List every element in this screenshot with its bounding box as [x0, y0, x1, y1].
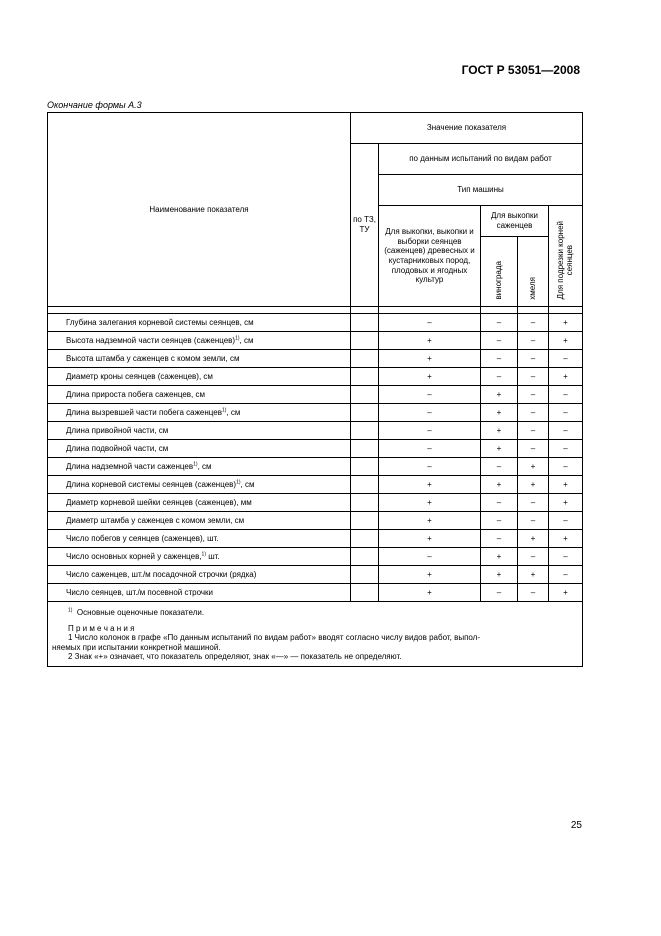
grape-value: –: [481, 494, 518, 512]
hop-value: +: [518, 566, 549, 584]
grape-value: +: [481, 566, 518, 584]
indicator-name: Число основных корней у саженцев,$^{1)}$ шт.: [48, 548, 351, 566]
hop-value: –: [518, 494, 549, 512]
grape-value: –: [481, 512, 518, 530]
header-hop-col: хмеля: [518, 237, 549, 307]
header-saplings-group: Для выкопки саженцев: [481, 206, 549, 237]
notes-block: [48, 602, 583, 667]
root-cut-value: –: [549, 548, 583, 566]
table-caption: Окончание формы А.3: [47, 100, 142, 110]
root-cut-value: –: [549, 440, 583, 458]
tz-value: [351, 530, 379, 548]
tz-value: [351, 350, 379, 368]
tz-value: [351, 458, 379, 476]
indicator-name: Длина подвойной части, см: [48, 440, 351, 458]
grape-value: +: [481, 422, 518, 440]
table-row: [48, 458, 583, 476]
hop-value: –: [518, 512, 549, 530]
grape-value: –: [481, 350, 518, 368]
table-row: [48, 386, 583, 404]
tz-value: [351, 494, 379, 512]
tz-value: [351, 440, 379, 458]
dig-value: –: [379, 440, 481, 458]
header-grape-col: винограда: [481, 237, 518, 307]
root-cut-value: –: [549, 422, 583, 440]
hop-value: –: [518, 584, 549, 602]
dig-value: –: [379, 314, 481, 332]
table-row: [48, 440, 583, 458]
tz-value: [351, 422, 379, 440]
indicator-name: Диаметр штамба у саженцев с комом земли, см: [48, 512, 351, 530]
table-row: [48, 404, 583, 422]
grape-value: –: [481, 530, 518, 548]
indicator-name: Число сеянцев, шт./м посевной строчки: [48, 584, 351, 602]
table-row: [48, 350, 583, 368]
table-row: [48, 494, 583, 512]
indicator-table: [47, 112, 583, 667]
tz-value: [351, 476, 379, 494]
indicator-name: Длина корневой системы сеянцев (саженцев)$^{1)}$, см: [48, 476, 351, 494]
tz-value: [351, 584, 379, 602]
tz-value: [351, 404, 379, 422]
header-tz-col: по ТЗ, ТУ: [351, 144, 379, 307]
indicator-name: Длина привойной части, см: [48, 422, 351, 440]
hop-value: +: [518, 476, 549, 494]
grape-value: –: [481, 368, 518, 386]
root-cut-value: +: [549, 368, 583, 386]
root-cut-value: +: [549, 584, 583, 602]
root-cut-value: –: [549, 350, 583, 368]
dig-value: –: [379, 386, 481, 404]
dig-value: +: [379, 530, 481, 548]
indicator-name: Число саженцев, шт./м посадочной строчки (рядка): [48, 566, 351, 584]
table-row: [48, 368, 583, 386]
dig-value: –: [379, 458, 481, 476]
root-cut-value: +: [549, 530, 583, 548]
hop-value: –: [518, 368, 549, 386]
header-value-group: Значение показателя: [351, 113, 583, 144]
root-cut-value: +: [549, 494, 583, 512]
hop-value: +: [518, 530, 549, 548]
table-body: [48, 314, 583, 602]
note-1-line-1: 1 Число колонок в графе «По данным испытаний по видам работ» вводят согласно числу видов работ, выпол-: [68, 633, 481, 643]
tz-value: [351, 332, 379, 350]
table-row: [48, 314, 583, 332]
root-cut-value: –: [549, 458, 583, 476]
root-cut-value: +: [549, 476, 583, 494]
table-row: [48, 512, 583, 530]
dig-value: +: [379, 368, 481, 386]
dig-value: +: [379, 512, 481, 530]
header-test-group: по данным испытаний по видам работ: [379, 144, 583, 175]
header-machine-type: Тип машины: [379, 175, 583, 206]
table-row: [48, 476, 583, 494]
hop-value: –: [518, 422, 549, 440]
dig-value: –: [379, 404, 481, 422]
table-row: [48, 584, 583, 602]
dig-value: +: [379, 476, 481, 494]
grape-value: +: [481, 476, 518, 494]
grape-value: –: [481, 458, 518, 476]
dig-value: +: [379, 566, 481, 584]
hop-value: –: [518, 350, 549, 368]
indicator-name: Высота надземной части сеянцев (саженцев)$^{1)}$, см: [48, 332, 351, 350]
tz-value: [351, 386, 379, 404]
table-row: [48, 530, 583, 548]
root-cut-value: +: [549, 332, 583, 350]
grape-value: +: [481, 548, 518, 566]
root-cut-value: –: [549, 512, 583, 530]
indicator-name: Длина прироста побега саженцев, см: [48, 386, 351, 404]
hop-value: –: [518, 314, 549, 332]
dig-value: +: [379, 494, 481, 512]
indicator-name: Длина надземной части саженцев$^{1)}$, см: [48, 458, 351, 476]
grape-value: –: [481, 584, 518, 602]
notes-title: П р и м е ч а н и я: [68, 623, 135, 633]
indicator-name: Число побегов у сеянцев (саженцев), шт.: [48, 530, 351, 548]
indicator-name: Высота штамба у саженцев с комом земли, см: [48, 350, 351, 368]
hop-value: +: [518, 458, 549, 476]
grape-value: +: [481, 404, 518, 422]
grape-value: +: [481, 386, 518, 404]
root-cut-value: +: [549, 314, 583, 332]
page-number: 25: [570, 820, 582, 831]
dig-value: +: [379, 332, 481, 350]
note-1-line-2: няемых при испытании конкретной машиной.: [52, 642, 221, 652]
hop-value: –: [518, 386, 549, 404]
indicator-name: Диаметр кроны сеянцев (саженцев), см: [48, 368, 351, 386]
grape-value: +: [481, 440, 518, 458]
hop-value: –: [518, 404, 549, 422]
dig-value: –: [379, 548, 481, 566]
standard-code: ГОСТ Р 53051—2008: [461, 63, 580, 77]
table-row: [48, 422, 583, 440]
root-cut-value: –: [549, 566, 583, 584]
hop-value: –: [518, 440, 549, 458]
dig-value: –: [379, 422, 481, 440]
indicator-name: Длина вызревшей части побега саженцев$^{1)}$, см: [48, 404, 351, 422]
root-cut-value: –: [549, 386, 583, 404]
hop-value: –: [518, 332, 549, 350]
header-dig-col: Для выкопки, выкопки и выборки сеянцев (саженцев) древесных и кустарниковых пород, плодовых и ягодных культур: [379, 206, 481, 307]
indicator-name: Диаметр корневой шейки сеянцев (саженцев), мм: [48, 494, 351, 512]
table-row: [48, 548, 583, 566]
dig-value: +: [379, 584, 481, 602]
root-cut-value: –: [549, 404, 583, 422]
tz-value: [351, 566, 379, 584]
grape-value: –: [481, 332, 518, 350]
dig-value: +: [379, 350, 481, 368]
indicator-name: Глубина залегания корневой системы сеянцев, см: [48, 314, 351, 332]
table-row: [48, 566, 583, 584]
grape-value: –: [481, 314, 518, 332]
tz-value: [351, 314, 379, 332]
footnote: $^{1)}$ Основные оценочные показатели.: [68, 607, 205, 617]
hop-value: –: [518, 548, 549, 566]
header-root-cut-col: Для подрезки корней сеянцев: [549, 206, 583, 307]
note-2: 2 Знак «+» означает, что показатель определяют, знак «—» — показатель не определяют.: [68, 652, 402, 662]
header-name-col: Наименование показателя: [48, 113, 351, 307]
tz-value: [351, 512, 379, 530]
table-row: [48, 332, 583, 350]
tz-value: [351, 548, 379, 566]
tz-value: [351, 368, 379, 386]
